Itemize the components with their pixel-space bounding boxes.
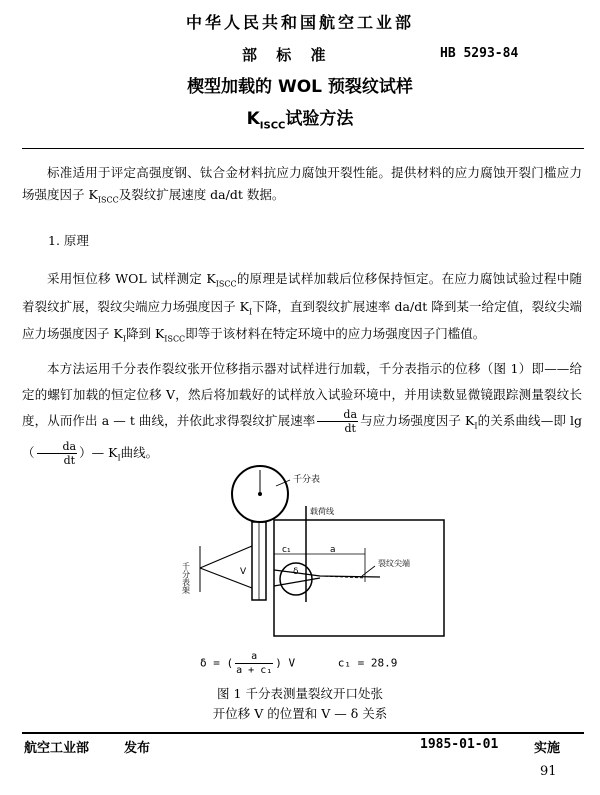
label-v: V <box>240 567 247 577</box>
wol-specimen <box>274 520 444 636</box>
p1-d: 降到 K <box>125 326 165 341</box>
figure-caption-line2: 开位移 V 的位置和 V — δ 关系 <box>212 706 388 721</box>
ministry-title: 中华人民共和国航空工业部 <box>185 13 414 32</box>
p1-sub3: I <box>122 334 126 344</box>
p1-sub1: ISCC <box>215 279 237 289</box>
frac-num: da <box>317 408 358 422</box>
formula-fraction <box>235 650 273 677</box>
intro-sub: ISCC <box>97 195 119 205</box>
standard-code: HB 5293-84 <box>440 46 519 61</box>
frac-den: dt <box>344 422 356 435</box>
p1-e: 即等于该材料在特定环境中的应力场强度因子门槛值。 <box>185 326 486 341</box>
label-c1: c₁ <box>282 545 291 555</box>
page-number: 91 <box>540 764 557 779</box>
figure-caption-line1: 图 1 千分表测量裂纹开口处张 <box>217 686 383 701</box>
title-k-sub: ISCC <box>259 120 286 132</box>
footer-publisher: 航空工业部 <box>24 741 90 756</box>
title-suffix: 试验方法 <box>285 109 354 129</box>
footer-implement-action: 实施 <box>534 741 561 756</box>
frac2-den: dt <box>63 453 76 467</box>
dadt-fraction <box>317 408 358 435</box>
formula-num: a <box>235 650 273 664</box>
document-subtitle <box>0 104 600 131</box>
principle-paragraph <box>22 268 582 351</box>
vdelta-formula <box>200 650 397 677</box>
p2-sub2: I <box>117 453 121 462</box>
intro-paragraph <box>22 162 582 212</box>
p1-b: 的原理是试样加载后位移保持恒定。在应力腐蚀试验过程中随着裂纹扩展，裂纹尖端应力场强度因子 K <box>22 271 582 314</box>
formula-rhs: ) V <box>275 656 296 670</box>
p1-c: 下降，直到裂纹扩展速率 da/dt 降到某一给定值，裂纹尖端应力场强度因子 K <box>22 298 582 341</box>
p2-d: ）— K <box>79 444 118 460</box>
header-rule <box>22 148 584 149</box>
p1-a: 采用恒位移 WOL 试样测定 K <box>47 271 216 286</box>
standard-label: 部 标 准 <box>242 46 326 64</box>
footer-date: 1985-01-01 <box>420 737 499 752</box>
label-cracktip: 裂纹尖端 <box>378 559 410 568</box>
p2-sub1: I <box>474 421 478 431</box>
frac2-num: da <box>37 440 78 454</box>
figure-1-diagram <box>150 462 450 640</box>
formula-lhs: δ = ( <box>200 656 234 670</box>
label-delta: δ <box>293 567 299 577</box>
p2-a: 本方法运用千分表作裂纹张开位移指示器对试样进行加载，千分表指示的位移（图 1）即——给定的螺钉加载的恒定位移 V，然后将加载好的试样放入试验环境中，并用读数显微镜跟踪测量裂纹长度，从而作出 a — t 曲线，并依此求得裂纹扩展速率 <box>22 361 582 428</box>
p2-c: 的关系曲线—即 lg （ <box>22 413 583 460</box>
p1-sub4: ISCC <box>164 334 186 344</box>
p2-e: 曲线。 <box>120 444 159 460</box>
intro-text-a: 标准适用于评定高强度钢、钛合金材料抗应力腐蚀开裂性能。提供材料的应力腐蚀开裂门槛应力场强度因子 K <box>22 165 582 202</box>
footer-rule <box>22 732 584 734</box>
label-bracket: 千分表架 <box>181 562 191 594</box>
section-heading: 1. 原理 <box>48 233 89 248</box>
p2-b: 与应力场强度因子 K <box>360 413 475 428</box>
p1-sub2: I <box>249 307 253 316</box>
document-title: 楔型加载的 WOL 预裂纹试样 <box>187 77 413 97</box>
intro-text-b: 及裂纹扩展速度 da/dt 数据。 <box>118 187 285 202</box>
formula-c1: c₁ = 28.9 <box>337 656 398 670</box>
formula-den: a + c₁ <box>236 665 273 676</box>
title-k: K <box>246 109 260 129</box>
label-gauge: 千分表 <box>293 475 321 485</box>
bracket-arm-top <box>200 546 252 568</box>
label-loadline: 载荷线 <box>310 507 334 516</box>
label-a: a <box>330 545 336 555</box>
method-paragraph <box>22 356 582 471</box>
dadt-fraction-2 <box>37 440 78 467</box>
footer-publish-action: 发布 <box>124 741 151 756</box>
